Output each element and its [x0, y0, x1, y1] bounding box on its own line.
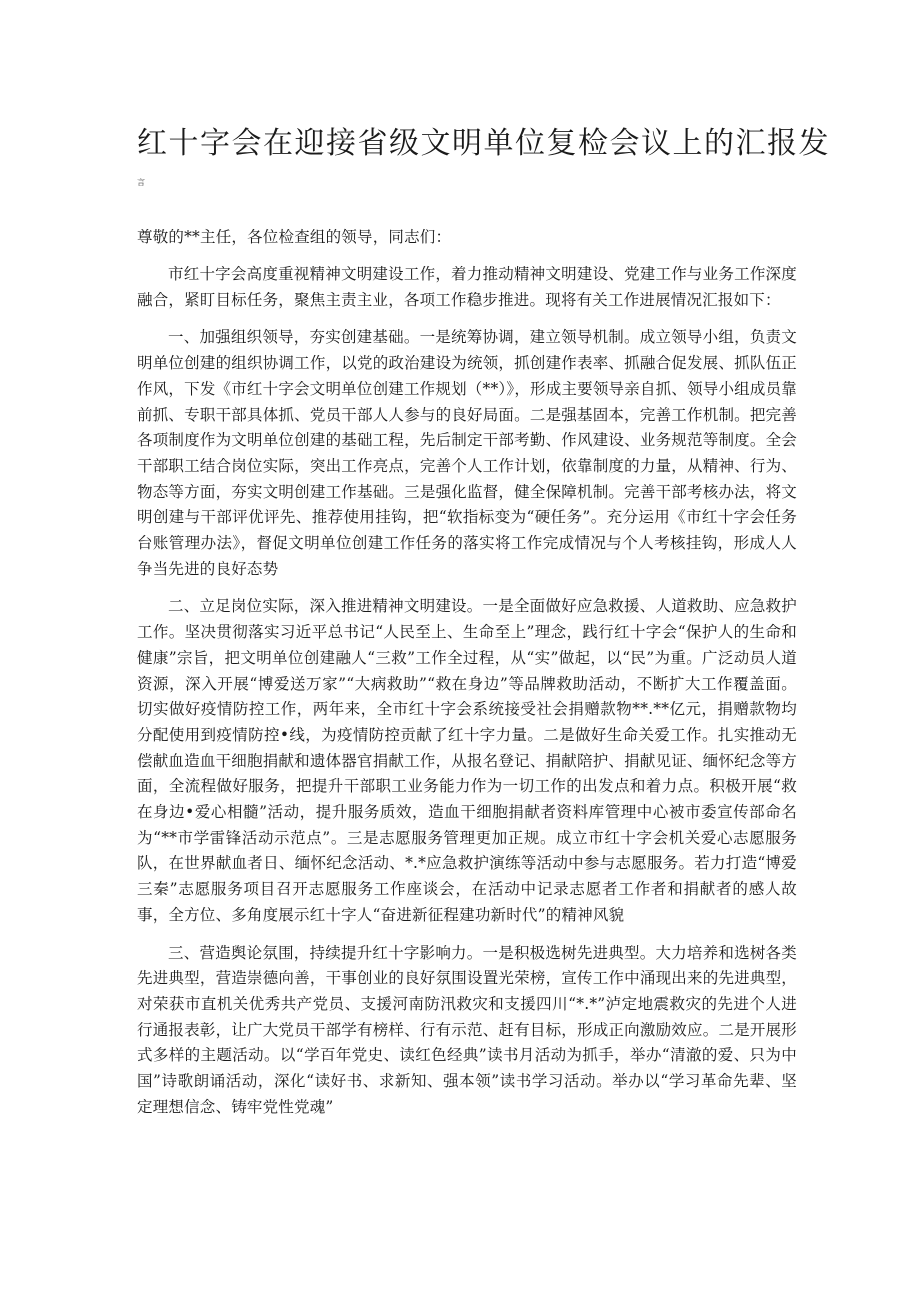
paragraph-intro: 市红十字会高度重视精神文明建设工作，着力推动精神文明建设、党建工作与业务工作深度融合，紧盯目标任务，聚焦主责主业，各项工作稳步推进。现将有关工作进展情况汇报如下：	[137, 265, 797, 309]
document-title: 红十字会在迎接省级文明单位复检会议上的汇报发	[137, 126, 830, 161]
salutation: 尊敬的**主任，各位检查组的领导，同志们：	[137, 228, 452, 246]
paragraph-section-1: 一、加强组织领导，夯实创建基础。一是统筹协调，建立领导机制。成立领导小组，负责文明单位创建的组织协调工作，以党的政治建设为统领，抓创建作表率、抓融合促发展、抓队伍正作风，下发《市红十字会文明单位创建工作规划（**）》，形成主要领导亲自抓、领导小组成员靠前抓、专职干部具体抓、党员干部人人参与的良好局面。二是强基固本，完善工作机制。把完善各项制度作为文明单位创建的基础工程，先后制定干部考勤、作风建设、业务规范等制度。全会干部职工结合岗位实际，突出工作亮点，完善个人工作计划，依靠制度的力量，从精神、行为、物态等方面，夯实文明创建工作基础。三是强化监督，健全保障机制。完善干部考核办法，将文明创建与干部评优评先、推荐使用挂钩，把“软指标变为“硬任务”。充分运用《市红十字会任务台账管理办法》，督促文明单位创建工作任务的落实将工作完成情况与个人考核挂钩，形成人人争当先进的良好态势	[137, 328, 797, 578]
document-body	[137, 224, 797, 1133]
paragraph-section-2: 二、立足岗位实际，深入推进精神文明建设。一是全面做好应急救援、人道救助、应急救护工作。坚决贯彻落实习近平总书记“人民至上、生命至上”理念，践行红十字会“保护人的生命和健康”宗旨，把文明单位创建融人“三救”工作全过程，从“实”做起，以“民”为重。广泛动员人道资源，深入开展“博爱送万家”“大病救助”“救在身边”等品牌救助活动，不断扩大工作覆盖面。切实做好疫情防控工作，两年来，全市红十字会系统接受社会捐赠款物**.**亿元，捐赠款物均分配使用到疫情防控•线，为疫情防控贡献了红十字力量。二是做好生命关爱工作。扎实推动无偿献血造血干细胞捐献和遗体器官捐献工作，从报名登记、捐献陪护、捐献见证、缅怀纪念等方面，全流程做好服务，把提升干部职工业务能力作为一切工作的出发点和着力点。积极开展“救在身边•爱心相髓”活动，提升服务质效，造血干细胞捐献者资料库管理中心被市委宣传部命名为“**市学雷锋活动示范点”。三是志愿服务管理更加正规。成立市红十字会机关爱心志愿服务队，在世界献血者日、缅怀纪念活动、*.*应急救护演练等活动中参与志愿服务。若力打造“博爱三秦”志愿服务项目召开志愿服务工作座谈会，在活动中记录志愿者工作者和捐献者的感人故事，全方位、多角度展示红十字人“奋进新征程建功新时代”的精神风貌	[137, 597, 797, 924]
paragraph-section-3: 三、营造舆论氛围，持续提升红十字影响力。一是积极选树先进典型。大力培养和选树各类先进典型，营造崇德向善，干事创业的良好氛围设置光荣榜，宣传工作中涌现出来的先进典型，对荣获市直机关优秀共产党员、支援河南防汛救灾和支援四川“*.*”泸定地震救灾的先进个人进行通报表彰，让广大党员干部学有榜样、行有示范、赶有目标，形成正向激励效应。二是开展形式多样的主题活动。以“学百年党史、读红色经典”读书月活动为抓手，举办“清澈的爱、只为中国”诗歌朗诵活动，深化“读好书、求新知、强本领”读书学习活动。举办以“学习革命先辈、坚定理想信念、铸牢党性党魂”	[137, 943, 797, 1116]
document-title-continuation: 言	[137, 178, 145, 187]
